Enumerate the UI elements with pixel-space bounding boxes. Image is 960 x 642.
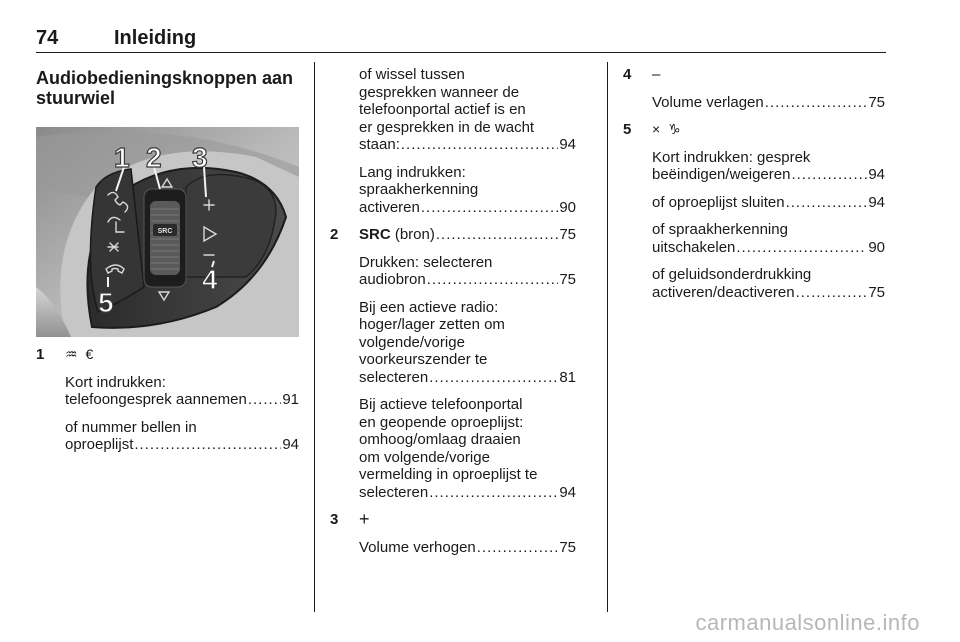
steering-wheel-photo [36,127,299,337]
page-reference: selecteren ..... 81 [359,369,576,387]
page-reference: of oproeplijst sluiten ..... 94 [652,194,885,212]
column-divider-2 [607,62,608,612]
item-2 [330,226,576,501]
callout-3: 3 [192,142,208,173]
plus-symbol: + [359,509,370,529]
item-5 [623,121,885,301]
callout-1: 1 [114,142,130,173]
chapter-title: Inleiding [114,27,197,49]
item-number: 3 [330,511,339,528]
column-divider-1 [314,62,315,612]
header-rule [36,52,886,53]
page-reference: activeren/deactiveren ..... 75 [652,284,885,302]
paragraph: of wissel tussen gesprekken wanneer de telefoonportal actief is en er gesprekken in de wacht staan: ..... 94 [359,66,576,154]
page-reference: Volume verhogen ..... 75 [359,539,576,557]
text-line: of nummer bellen in [65,418,197,436]
paragraph: of geluidsonderdrukking activeren/deactiveren ..... 75 [652,266,885,301]
phone-voice-symbols: ♒ € [65,346,96,362]
page-reference: beëindigen/weigeren ..... 94 [652,166,885,184]
src-button-label: SRC [157,228,173,235]
item-number: 5 [623,121,632,138]
paragraph: Kort indrukken: gesprek beëindigen/weigeren ..... 94 [652,149,885,184]
item-number: 2 [330,226,339,243]
left-column [36,62,299,108]
page-reference: audiobron ..... 75 [359,271,576,289]
callout-4: 4 [202,264,218,295]
page-reference: SRC (bron) ..... 75 [359,226,576,244]
page-reference: Volume verlagen ..... 75 [652,94,885,112]
page-number: 74 [36,27,59,49]
watermark: carmanualsonline.info [695,610,920,635]
paragraph: Bij een actieve radio: hoger/lager zetten om volgende/vorige voorkeurszender te selecteren ..... 81 [359,299,576,387]
item-3 [330,511,576,556]
page-reference: selecteren ..... 94 [359,484,576,502]
item-number: 4 [623,66,632,83]
text-line: Kort indrukken: [65,373,166,391]
paragraph [65,374,299,409]
minus-symbol: – [652,66,661,83]
page-reference: oproeplijst ..... 94 [65,436,299,454]
item-1 [36,346,299,454]
page-reference: uitschakelen ..... 90 [652,239,885,257]
paragraph: Drukken: selecteren audiobron ..... 75 [359,254,576,289]
page-reference: telefoongesprek aannemen ..... 91 [65,391,299,409]
paragraph [65,419,299,454]
mute-hangup-symbols: × ♑ [652,121,683,137]
page-reference: activeren ..... 90 [359,199,576,217]
item-4 [623,66,885,111]
page-reference: staan: ..... 94 [359,136,576,154]
middle-column [330,66,576,566]
section-title: Audiobedieningsknoppen aan stuurwiel [36,68,294,108]
right-column [623,66,885,311]
paragraph: Lang indrukken: spraakherkenning activeren ..... 90 [359,164,576,217]
paragraph: Bij actieve telefoonportal en geopende oproeplijst: omhoog/omlaag draaien om volgende/vorige vermelding in oproeplijst te selecteren ..... 94 [359,396,576,501]
paragraph: of spraakherkenning uitschakelen ..... 90 [652,221,885,256]
page-header [36,27,886,51]
item-number: 1 [36,346,45,363]
scroll-wheel [150,201,180,275]
callout-2: 2 [146,142,162,173]
callout-5: 5 [98,287,114,318]
